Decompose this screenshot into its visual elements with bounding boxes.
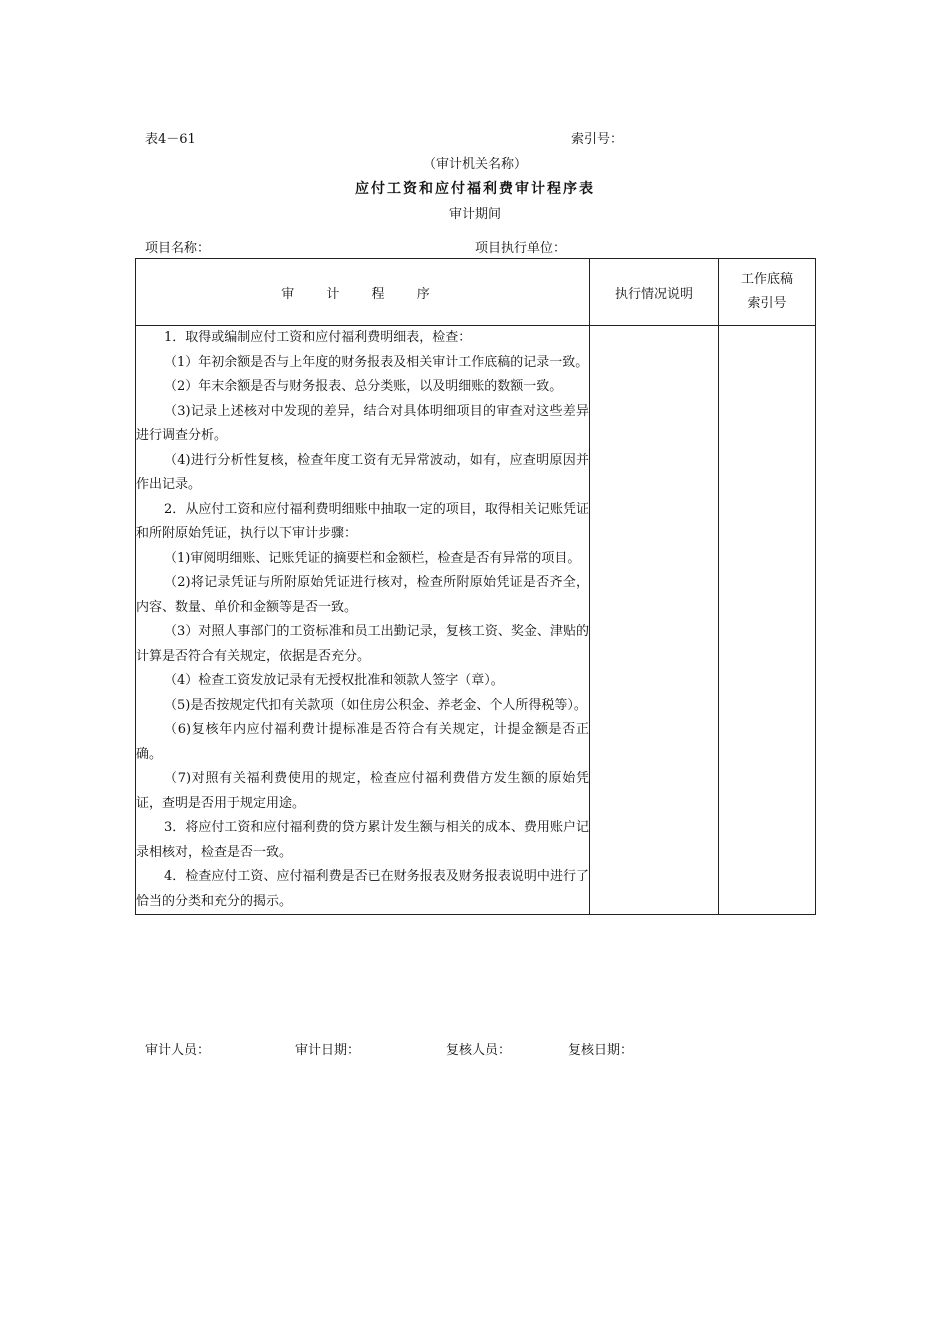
col-header-workpaper-index <box>719 259 816 326</box>
col-header-notes: 执行情况说明 <box>590 259 719 326</box>
step-1-1: （1）年初余额是否与上年度的财务报表及相关审计工作底稿的记录一致。 <box>164 354 589 370</box>
step-2-2: （2)将记录凭证与所附原始凭证进行核对，检查所附原始凭证是否齐全，内容、数量、单价和金额等是否一致。 <box>136 575 589 615</box>
step-1: 1．取得或编制应付工资和应付福利费明细表，检查： <box>164 330 472 345</box>
audit-org-name: （审计机关名称） <box>422 157 527 172</box>
step-3: 3．将应付工资和应付福利费的贷方累计发生额与相关的成本、费用账户记录相核对，检查是否一致。 <box>136 820 589 860</box>
auditor-label: 审计人员： <box>145 1043 211 1058</box>
col-header-procedure: 审 计 程 序 <box>136 259 590 326</box>
audit-date-label: 审计日期： <box>295 1043 361 1058</box>
table-header-row <box>136 259 816 326</box>
step-1-4: （4)进行分析性复核，检查年度工资有无异常波动，如有，应查明原因并作出记录。 <box>136 452 589 492</box>
step-2-3: （3）对照人事部门的工资标准和员工出勤记录，复核工资、奖金、津贴的计算是否符合有关规定，依据是否充分。 <box>136 624 589 664</box>
step-2: 2．从应付工资和应付福利费明细账中抽取一定的项目，取得相关记账凭证和所附原始凭证，执行以下审计步骤： <box>136 501 589 541</box>
notes-cell[interactable] <box>590 326 719 915</box>
procedure-cell <box>136 326 590 915</box>
exec-unit-label: 项目执行单位： <box>475 241 567 256</box>
audit-period: 审计期间 <box>448 207 501 222</box>
table-number: 表4－61 <box>145 132 196 147</box>
step-2-6: （6)复核年内应付福利费计提标准是否符合有关规定，计提金额是否正确。 <box>136 722 589 762</box>
reviewer-label: 复核人员： <box>446 1043 512 1058</box>
project-name-label: 项目名称： <box>145 241 211 256</box>
step-2-7: （7)对照有关福利费使用的规定，检查应付福利费借方发生额的原始凭证，查明是否用于规定用途。 <box>136 771 589 811</box>
table-body-row <box>136 326 816 915</box>
step-1-3: （3)记录上述核对中发现的差异，结合对具体明细项目的审查对这些差异进行调查分析。 <box>136 403 589 443</box>
step-1-2: （2）年末余额是否与财务报表、总分类账，以及明细账的数额一致。 <box>164 379 563 394</box>
audit-procedure-table <box>135 258 816 915</box>
col-header-index-line1: 工作底稿 <box>740 272 793 287</box>
page-title: 应付工资和应付福利费审计程序表 <box>355 181 595 197</box>
step-4: 4．检查应付工资、应付福利费是否已在财务报表及财务报表说明中进行了恰当的分类和充分的揭示。 <box>136 869 589 909</box>
step-2-5: （5)是否按规定代扣有关款项（如住房公积金、养老金、个人所得税等）。 <box>164 697 587 713</box>
col-header-index-line2: 索引号 <box>747 296 787 311</box>
step-2-4: （4）检查工资发放记录有无授权批准和领款人签字（章）。 <box>164 673 504 688</box>
review-date-label: 复核日期： <box>568 1043 634 1058</box>
index-number-label: 索引号： <box>571 132 624 147</box>
step-2-1: （1)审阅明细账、记账凭证的摘要栏和金额栏，检查是否有异常的项目。 <box>164 550 581 566</box>
workpaper-index-cell[interactable] <box>719 326 816 915</box>
